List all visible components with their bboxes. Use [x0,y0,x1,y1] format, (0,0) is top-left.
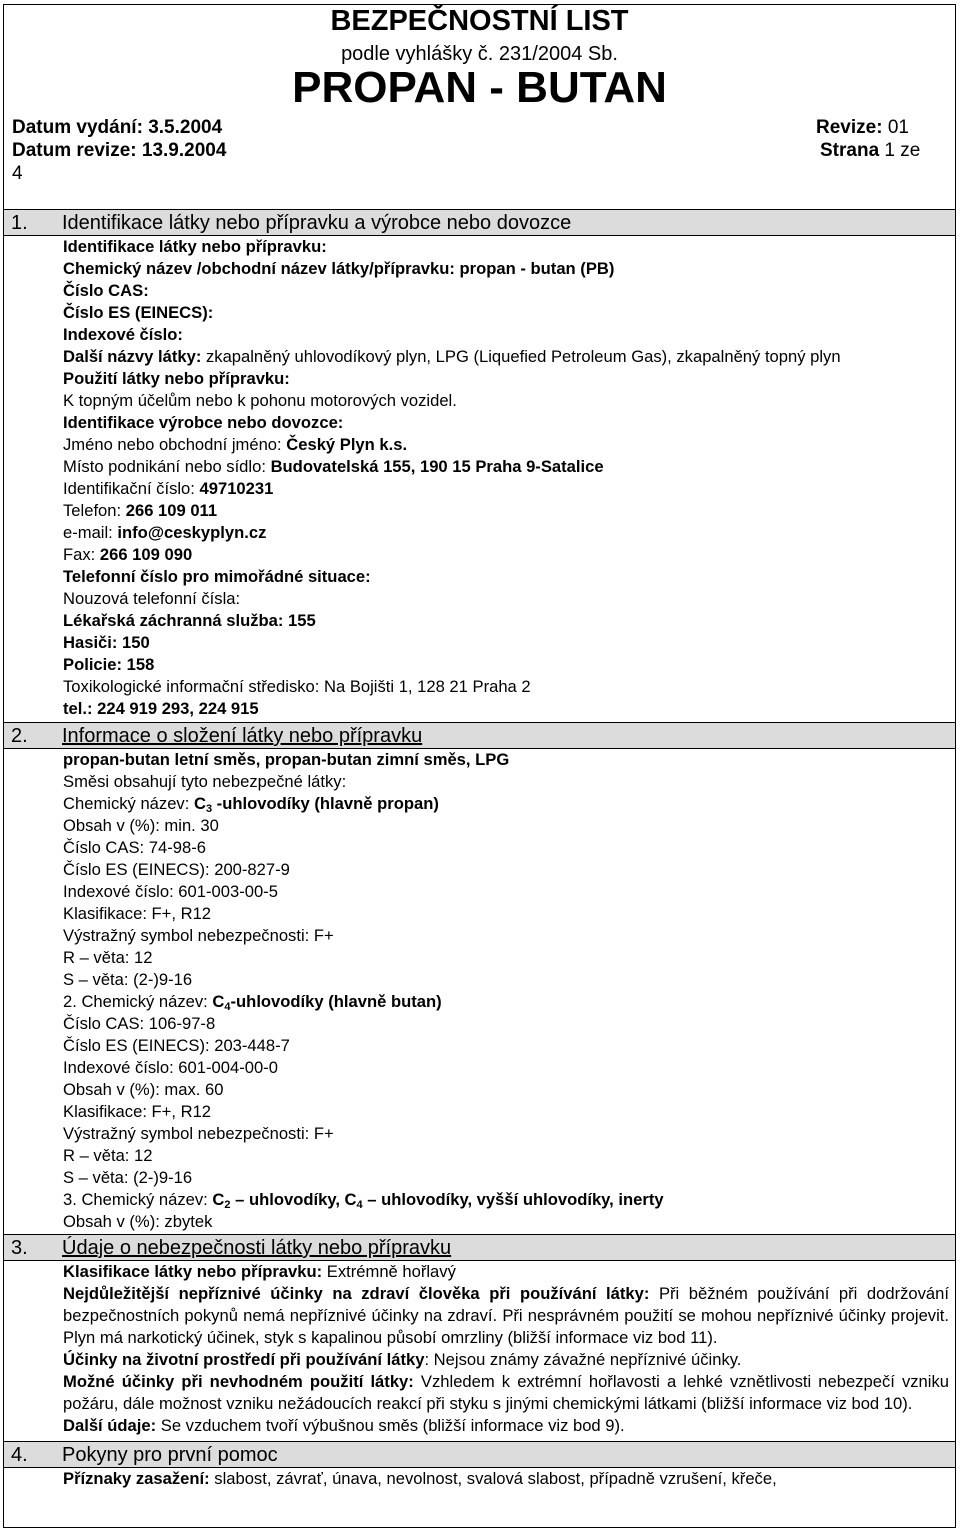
text-line: Chemický název /obchodní název látky/přípravku: propan - butan (PB) [63,259,615,278]
text-line: Další názvy látky: zkapalněný uhlovodíkový plyn, LPG (Liquefied Petroleum Gas), zkapalněný topný plyn [63,347,841,366]
section-3-heading: 3. Údaje o nebezpečnosti látky nebo přípravku [4,1234,955,1261]
text-line: tel.: 224 919 293, 224 915 [63,699,259,718]
text-line: Identifikace látky nebo přípravku: [63,237,327,256]
revision-date: Datum revize: 13.9.2004 [12,140,227,161]
document-title: BEZPEČNOSTNÍ LIST [330,5,629,37]
text-line: e-mail: info@ceskyplyn.cz [63,523,267,542]
text-line: Klasifikace: F+, R12 [63,904,212,923]
component-2-name: 2. Chemický název: $C_4$-uhlovodíky (hlavně butan) [63,992,442,1013]
text-line: K topným účelům nebo k pohonu motorových vozidel. [63,391,457,410]
section-2-heading: 2. Informace o složení látky nebo přípravku [4,722,955,749]
document-header [4,5,955,183]
paragraph: Další údaje: Se vzduchem tvoří výbušnou směs (bližší informace viz bod 9). [63,1416,625,1435]
text-line: Nouzová telefonní čísla: [63,589,241,608]
section-4-body [4,1468,955,1490]
text-line: Telefon: 266 109 011 [63,501,218,520]
text-line: Toxikologické informační středisko: Na Bojišti 1, 128 21 Praha 2 [63,677,531,696]
component-1-name: Chemický název: $C_3$ -uhlovodíky (hlavně propan) [63,794,439,815]
revision-number: Revize: 01 [816,117,909,138]
component-3-name: 3. Chemický název: $C_2$ – uhlovodíky, $C_4$ – uhlovodíky, vyšší uhlovodíky, inerty [63,1190,664,1211]
text-line: Směsi obsahují tyto nebezpečné látky: [63,772,347,791]
text-line: Číslo ES (EINECS): 203-448-7 [63,1036,290,1055]
text-line: Číslo CAS: 74-98-6 [63,838,206,857]
text-line: Indexové číslo: [63,325,183,344]
text-line: Obsah v (%): zbytek [63,1212,213,1231]
text-line: Jméno nebo obchodní jméno: Český Plyn k.s. [63,435,408,454]
text-line: Obsah v (%): max. 60 [63,1080,224,1099]
text-line: Identifikace výrobce nebo dovozce: [63,413,344,432]
text-line: S – věta: (2-)9-16 [63,970,193,989]
text-line: Výstražný symbol nebezpečnosti: F+ [63,926,334,945]
text-line: Indexové číslo: 601-004-00-0 [63,1058,278,1077]
email-link[interactable]: info@ceskyplyn.cz [117,523,267,542]
document-page [3,4,956,1528]
product-name: PROPAN - BUTAN [292,63,667,112]
text-line: Příznaky zasažení: slabost, závrať, únava, nevolnost, svalová slabost, případně vzrušení, křeče, [63,1469,777,1488]
text-line: Číslo CAS: 106-97-8 [63,1014,216,1033]
text-line: Číslo CAS: [63,281,149,300]
text-line: Klasifikace: F+, R12 [63,1102,212,1121]
text-line: Hasiči: 150 [63,633,150,652]
section-2-body [4,749,955,1233]
document-subtitle: podle vyhlášky č. 231/2004 Sb. [341,43,618,65]
text-line: Klasifikace látky nebo přípravku: Extrémně hořlavý [63,1262,456,1281]
section-1-body [4,236,955,720]
text-line: Číslo ES (EINECS): 200-827-9 [63,860,290,879]
text-line: R – věta: 12 [63,1146,153,1165]
text-line: Obsah v (%): min. 30 [63,816,219,835]
page-number: Strana 1 ze [820,140,921,161]
text-line: R – věta: 12 [63,948,153,967]
paragraph: Nejdůležitější nepříznivé účinky na zdraví člověka při používání látky: Při běžném používání při dodržování bezpečnostních pokynů nemá nepříznivé účinky na zdraví. Při nesprávném použití se mohou nepříznivé účinky projevit. Plyn má narkotický účinek, styk s kapalinou působí omrzliny (bližší informace viz bod 11). [63,1284,949,1347]
text-line: Použití látky nebo přípravku: [63,369,290,388]
section-4-heading: 4. Pokyny pro první pomoc [4,1441,955,1468]
section-1-heading: 1. Identifikace látky nebo přípravku a výrobce nebo dovozce [4,209,955,236]
text-line: Identifikační číslo: 49710231 [63,479,274,498]
paragraph: Účinky na životní prostředí při používání látky: Nejsou známy závažné nepříznivé účinky. [63,1350,742,1369]
text-line: Lékařská záchranná služba: 155 [63,611,316,630]
text-line: Policie: 158 [63,655,155,674]
text-line: Číslo ES (EINECS): [63,303,214,322]
text-line: Místo podnikání nebo sídlo: Budovatelská 155, 190 15 Praha 9-Satalice [63,457,604,476]
text-line: propan-butan letní směs, propan-butan zimní směs, LPG [63,750,510,769]
text-line: Fax: 266 109 090 [63,545,193,564]
issue-date: Datum vydání: 3.5.2004 [12,117,223,138]
paragraph: Možné účinky při nevhodném použití látky: Vzhledem k extrémní hořlavosti a lehké vznětlivosti nebezpečí vzniku požáru, dále možnost vzniku nežádoucích reakcí při styku s jinými chemickými látkami (bližší informace viz bod 10). [63,1372,950,1413]
text-line: Indexové číslo: 601-003-00-5 [63,882,278,901]
text-line: Telefonní číslo pro mimořádné situace: [63,567,371,586]
text-line: Výstražný symbol nebezpečnosti: F+ [63,1124,334,1143]
page-total: 4 [12,163,23,184]
text-line: S – věta: (2-)9-16 [63,1168,193,1187]
section-3-body [4,1261,955,1437]
